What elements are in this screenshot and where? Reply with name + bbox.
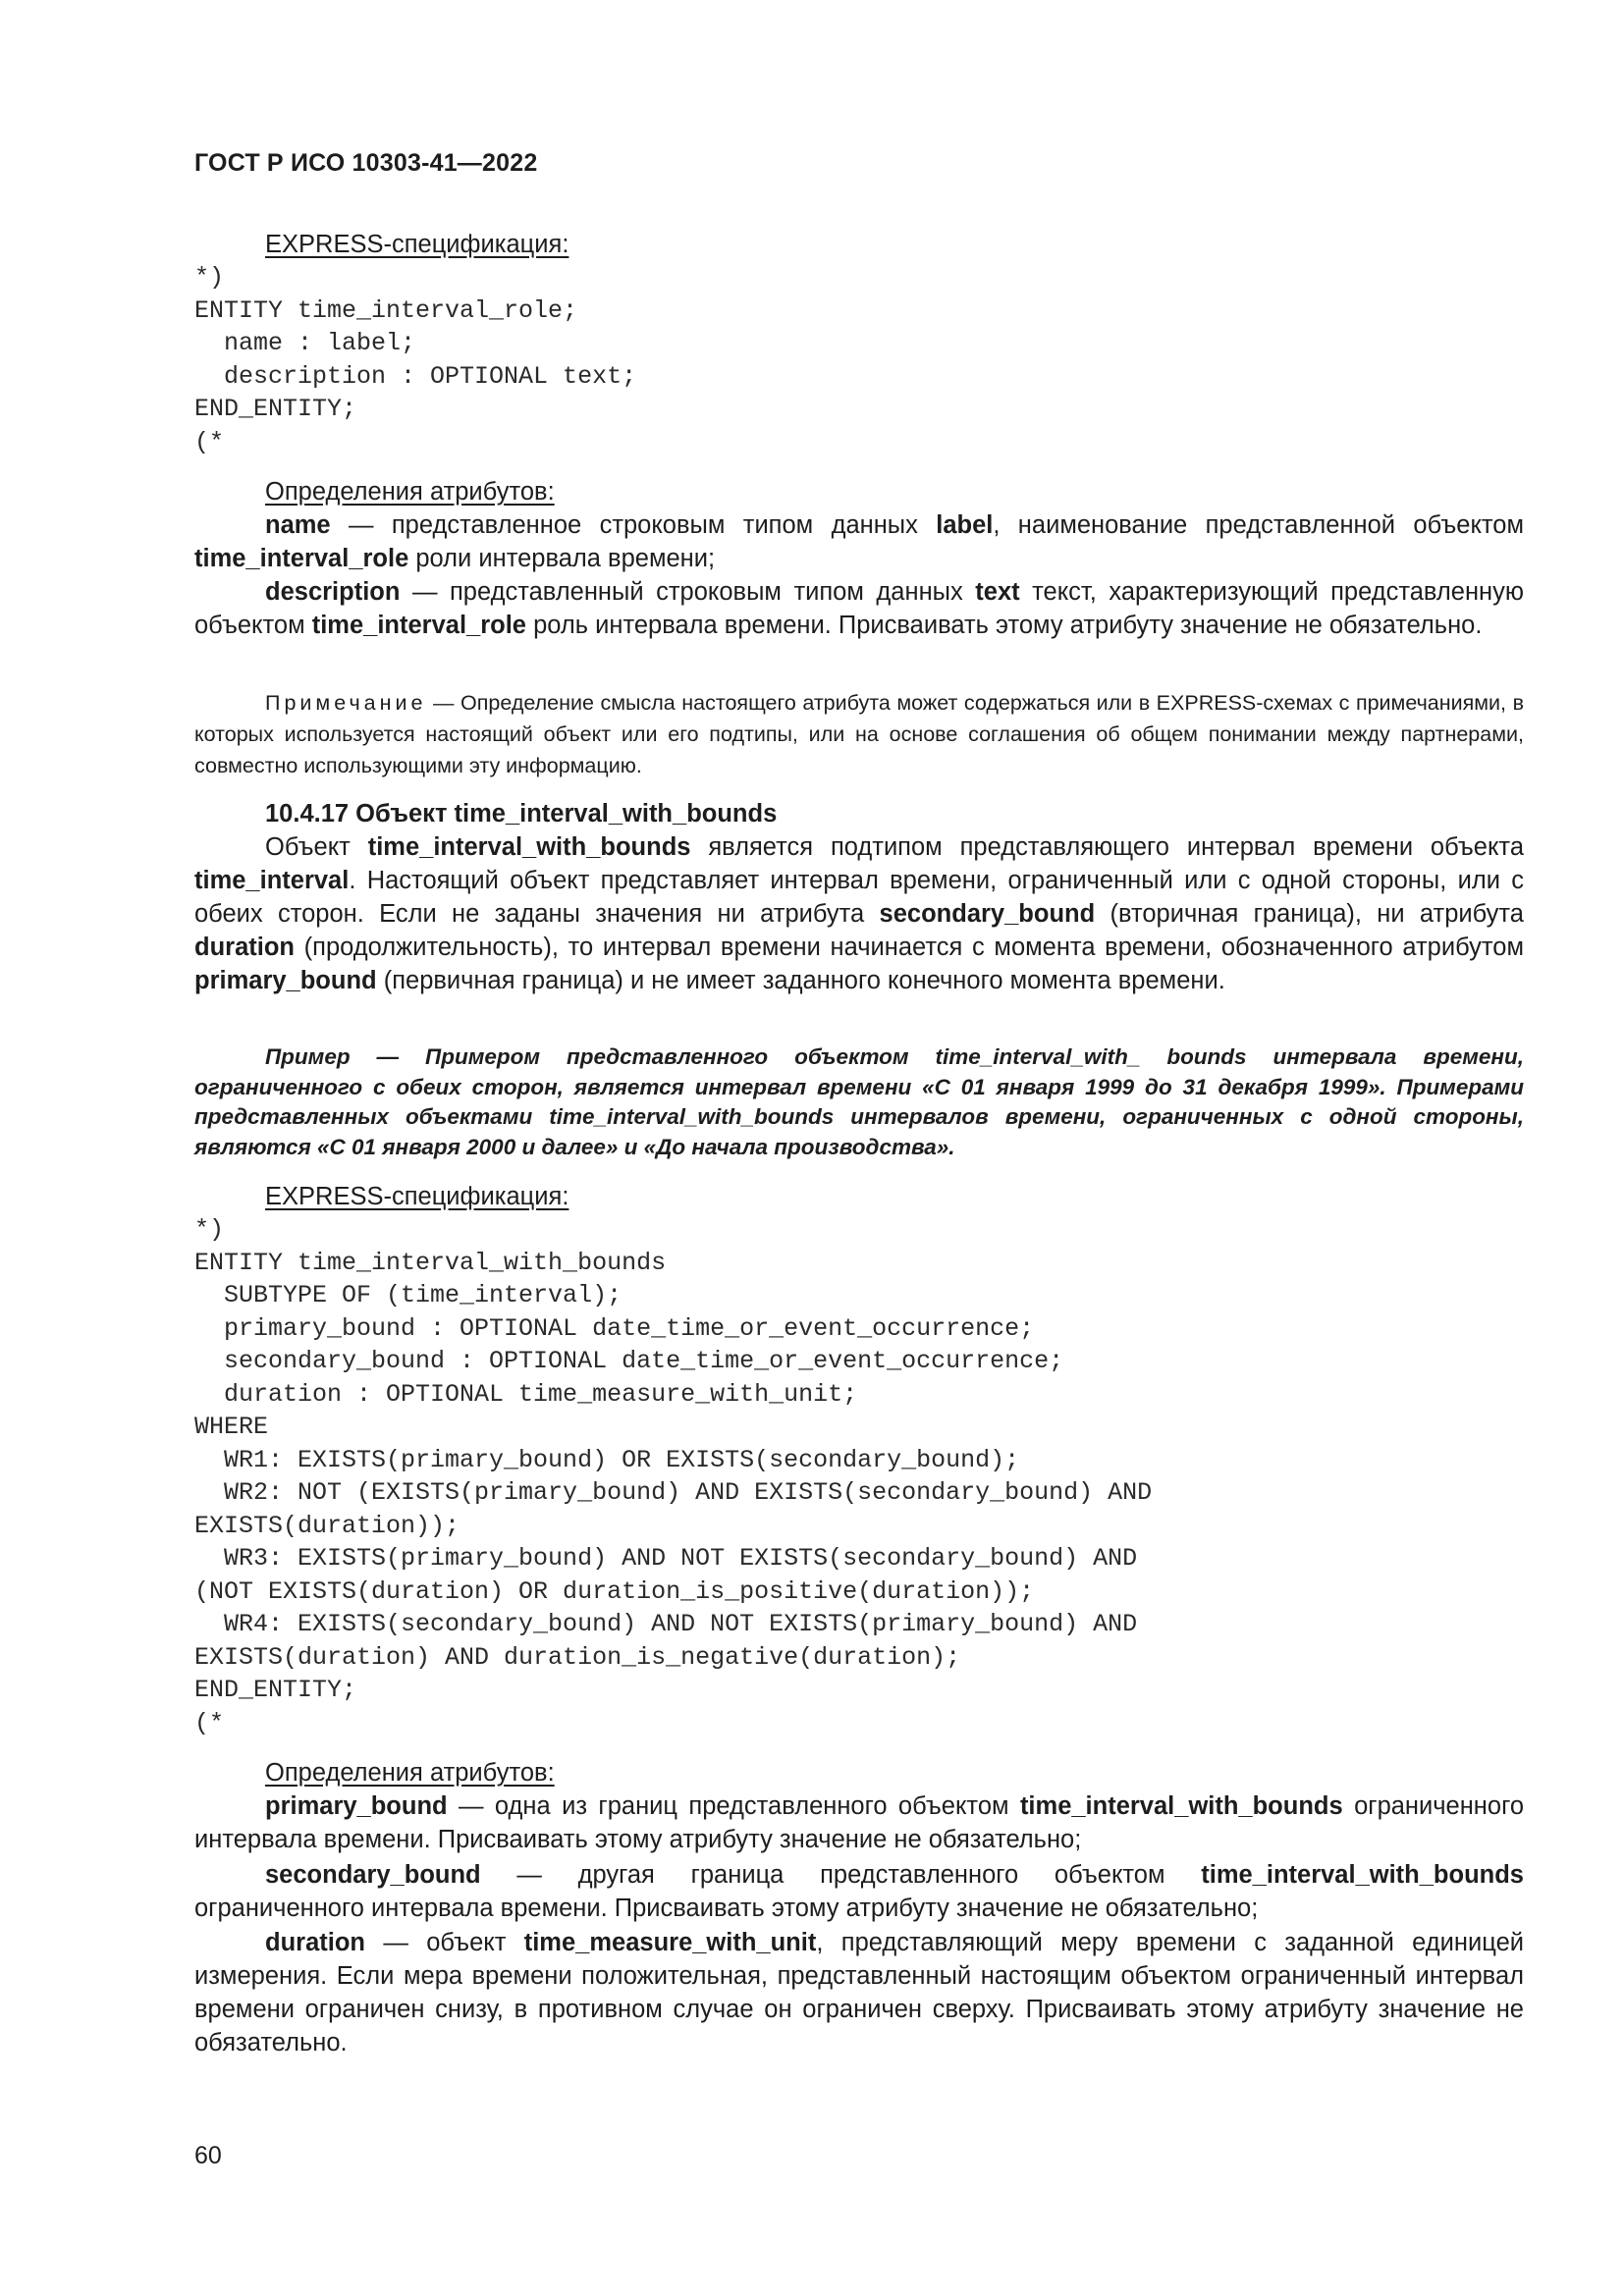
attribute-definitions-label-2: Определения атрибутов: bbox=[265, 1759, 555, 1787]
express-code-block-1: *) ENTITY time_interval_role; name : label; description : OPTIONAL text; END_ENTITY; (* bbox=[194, 263, 637, 456]
express-code-block-2: *) ENTITY time_interval_with_bounds SUBTYPE OF (time_interval); primary_bound : OPTIONAL date_time_or_event_occurrence; secondary_bound : OPTIONAL date_time_or_event_occurrence; duration : OPTIONAL time_measure_with_unit; WHERE WR1: EXISTS(primary_bound) OR EXISTS(secondary_bound); WR2: NOT (EXISTS(primary_bound) AND EXISTS(secondary_bound) AND EXISTS(duration)); WR3: EXISTS(primary_bound) AND NOT EXISTS(secondary_bound) AND (NOT EXISTS(duration) OR duration_is_positive(duration)); WR4: EXISTS(secondary_bound) AND NOT EXISTS(primary_bound) AND EXISTS(duration) AND duration_is_negative(duration); END_ENTITY; (* bbox=[194, 1215, 1153, 1737]
express-spec-label-2: EXPRESS-спецификация: bbox=[265, 1183, 569, 1210]
attr-def-secondary-bound: secondary_bound — другая граница представленного объектом time_interval_with_bounds ограниченного интервала времени. Присваивать этому атрибуту значение не обязательно; bbox=[194, 1861, 1524, 1922]
section-heading: 10.4.17 Объект time_interval_with_bounds bbox=[265, 800, 778, 828]
attr-def-duration: duration — объект time_measure_with_unit, представляющий меру времени с заданной единицей измерения. Если мера времени положительная, представленный настоящим объектом ограниченный интервал времени ограничен снизу, в противном случае он ограничен сверху. Присваивать этому атрибуту значение не обязательно. bbox=[194, 1929, 1524, 2056]
attr-def-description: description — представленный строковым типом данных text текст, характеризующий представленную объектом time_interval_role роль интервала времени. Присваивать этому атрибуту значение не обязательно. bbox=[194, 578, 1524, 639]
section-intro-paragraph: Объект time_interval_with_bounds является подтипом представляющего интервал времени объекта time_interval. Настоящий объект представляет интервал времени, ограниченный или с одной стороны, или с обеих сторон. Если не заданы значения ни атрибута secondary_bound (вторичная граница), ни атрибута duration (продолжительность), то интервал времени начинается с момента времени, обозначенного атрибутом primary_bound (первичная граница) и не имеет заданного конечного момента времени. bbox=[194, 833, 1525, 994]
page-number: 60 bbox=[194, 2142, 222, 2169]
attribute-definitions-label-1: Определения атрибутов: bbox=[265, 478, 555, 506]
attr-def-primary-bound: primary_bound — одна из границ представленного объектом time_interval_with_bounds ограниченного интервала времени. Присваивать этому атрибуту значение не обязательно; bbox=[194, 1792, 1524, 1853]
note-label: Примечание bbox=[265, 691, 427, 715]
example-paragraph: Пример — Примером представленного объектом time_interval_with_ bounds интервала времени, ограниченного с обеих сторон, является интервал времени «С 01 января 1999 до 31 декабря 1999». Примерами представленных объектами time_interval_with_bounds интервалов времени, ограниченных с одной стороны, являются «С 01 января 2000 и далее» и «До начала производства». bbox=[194, 1044, 1524, 1159]
document-header: ГОСТ Р ИСО 10303-41—2022 bbox=[194, 149, 538, 177]
note-paragraph: Примечание — Определение смысла настоящего атрибута может содержаться или в EXPRESS-схемах с примечаниями, в которых используется настоящий объект или его подтипы, или на основе соглашения об общем понимании между партнерами, совместно использующими эту информацию. bbox=[194, 691, 1524, 777]
express-spec-label-1: EXPRESS-спецификация: bbox=[265, 231, 569, 258]
attr-def-name: name — представленное строковым типом данных label, наименование представленной объектом time_interval_role роли интервала времени; bbox=[194, 511, 1524, 572]
